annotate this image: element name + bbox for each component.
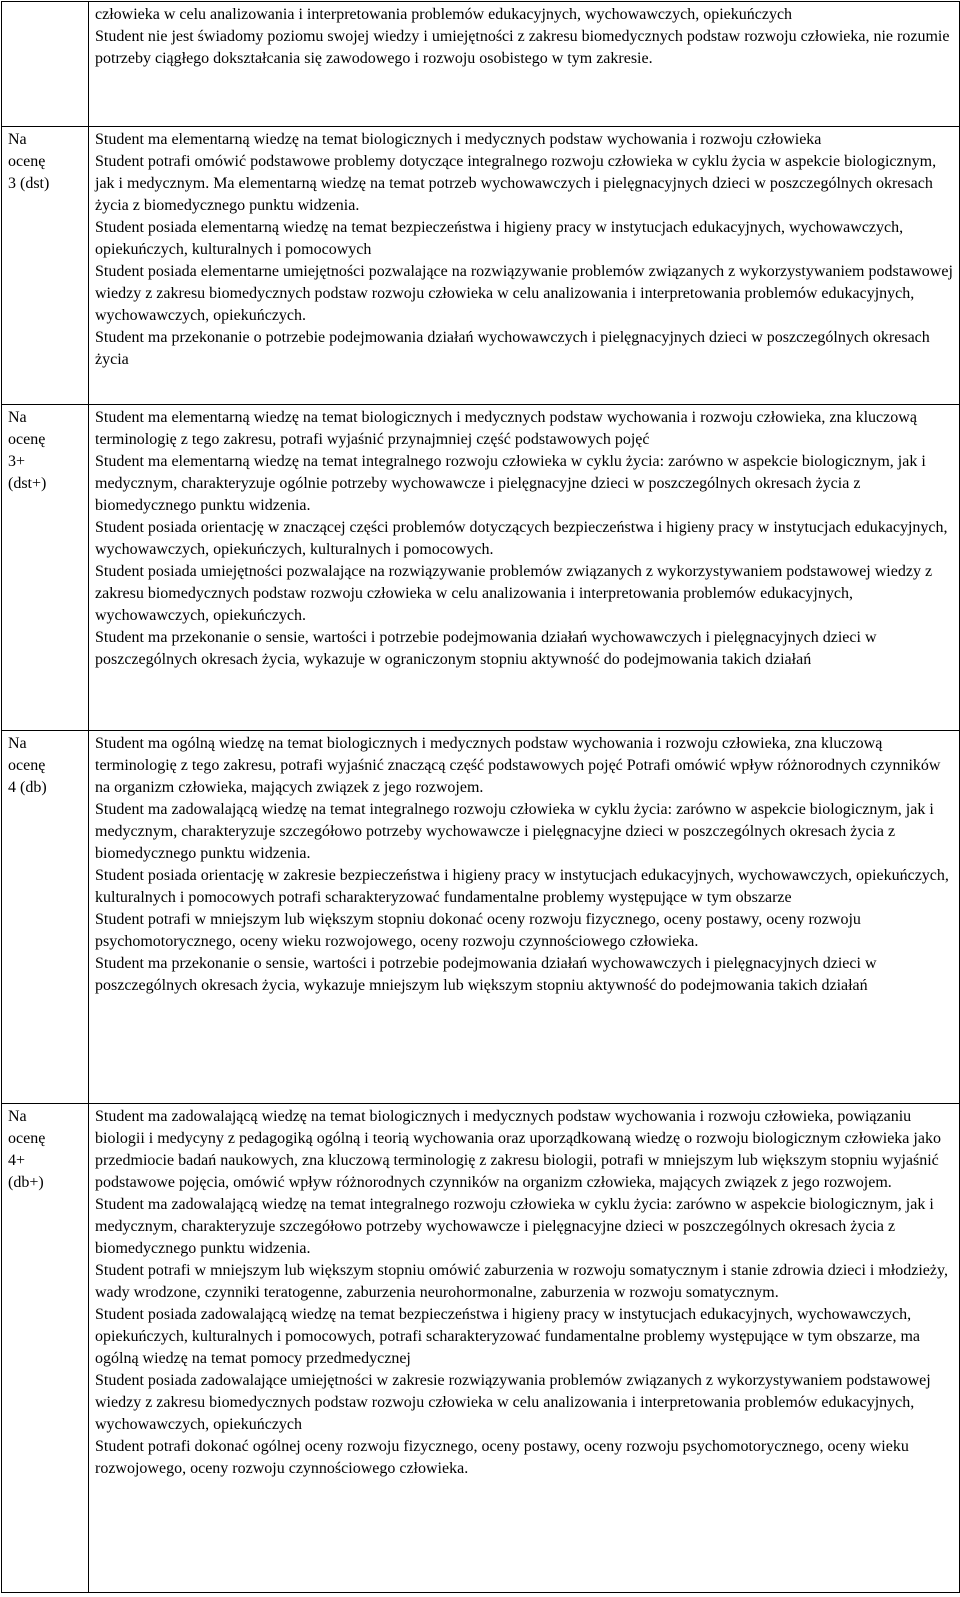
criteria-text: Student posiada elementarną wiedzę na temat bezpieczeństwa i higieny pracy w instytucjach edukacyjnych, wychowawczych, opiekuńczych, kulturalnych i pomocowych [95,219,904,258]
criteria-cell [89,2,960,127]
table-row [2,405,960,731]
grade-label-line: ocenę [8,153,46,170]
grade-label-line: ocenę [8,757,46,774]
criteria-text: Student posiada zadowalające umiejętności w zakresie rozwiązywania problemów związanych z wykorzystywaniem podstawowej wiedzy z zakresu biomedycznych podstaw rozwoju człowieka w celu analizowania i interpretowania problemów edukacyjnych, wychowawczych, opiekuńczych [95,1372,931,1433]
criteria-text: Student ma zadowalającą wiedzę na temat biologicznych i medycznych podstaw wychowania i rozwoju człowieka, powiązaniu biologii i medycyny z pedagogiką ogólną i teorią wychowania oraz uporządkowaną wiedzę o rozwoju biologicznym człowieka jako przedmiocie badań naukowych, zna kluczową terminologię z zakresu biologii, potrafi w mniejszym lub większym stopniu wyjaśnić podstawowe pojęcia, omówić wpływ różnorodnych czynników na organizm człowieka, mających związek z jego rozwojem. [95,1108,941,1191]
grade-label-line: ocenę [8,1130,46,1147]
grade-label-line: 4 (db) [8,779,47,796]
criteria-text: Student posiada zadowalającą wiedzę na temat bezpieczeństwa i higieny pracy w instytucjach edukacyjnych, wychowawczych, opiekuńczych, kulturalnych i pomocowych, potrafi scharakteryzować fundamentalne problemy występujące w tym obszarze, ma ogólną wiedzę na temat pomocy przedmedycznej [95,1306,921,1367]
grading-criteria-table [1,1,960,1593]
table-row [2,731,960,1104]
criteria-text: człowieka w celu analizowania i interpretowania problemów edukacyjnych, wychowawczych, opiekuńczych [95,6,793,23]
criteria-cell [89,127,960,405]
criteria-text: Student nie jest świadomy poziomu swojej wiedzy i umiejętności z zakresu biomedycznych podstaw rozwoju człowieka, nie rozumie potrzeby ciągłego dokształcania się zawodowego i rozwoju osobistego w tym zakresie. [95,28,950,67]
criteria-text: Student posiada orientację w zakresie bezpieczeństwa i higieny pracy w instytucjach edukacyjnych, wychowawczych, opiekuńczych, kulturalnych i pomocowych potrafi scharakteryzować fundamentalne problemy występujące w tym obszarze [95,867,949,906]
grade-label-line: (db+) [8,1174,44,1191]
criteria-text: Student potrafi omówić podstawowe problemy dotyczące integralnego rozwoju człowieka w cyklu życia w aspekcie biologicznym, jak i medycznym. Ma elementarną wiedzę na temat potrzeb wychowawczych i pielęgnacyjnych dzieci w poszczególnych okresach życia z biomedycznego punktu widzenia. [95,153,937,214]
criteria-text: Student ma zadowalającą wiedzę na temat integralnego rozwoju człowieka w cyklu życia: zarówno w aspekcie biologicznym, jak i medycznym, charakteryzuje szczegółowo potrzeby wychowawcze i pielęgnacyjne dzieci w poszczególnych okresach życia z biomedycznego punktu widzenia. [95,801,934,862]
grade-label-cell [2,1104,89,1593]
grade-label-cell [2,127,89,405]
grade-label-cell [2,2,89,127]
criteria-text: Student potrafi w mniejszym lub większym stopniu dokonać oceny rozwoju fizycznego, oceny postawy, oceny rozwoju psychomotorycznego, oceny wieku rozwojowego, oceny rozwoju czynnościowego człowieka. [95,911,861,950]
grade-label-line: 4+ [8,1152,26,1169]
criteria-text: Student ma zadowalającą wiedzę na temat integralnego rozwoju człowieka w cyklu życia: zarówno w aspekcie biologicznym, jak i medycznym, charakteryzuje szczegółowo potrzeby wychowawcze i pielęgnacyjne dzieci w poszczególnych okresach życia z biomedycznego punktu widzenia. [95,1196,934,1257]
grade-label-cell [2,405,89,731]
criteria-text: Student posiada umiejętności pozwalające na rozwiązywanie problemów związanych z wykorzystywaniem podstawowej wiedzy z zakresu biomedycznych podstaw rozwoju człowieka w celu analizowania i interpretowania problemów edukacyjnych, wychowawczych, opiekuńczych. [95,563,933,624]
criteria-cell [89,1104,960,1593]
grade-label-line: Na [8,409,27,426]
grade-label-line: (dst+) [8,475,47,492]
grade-label-line: Na [8,735,27,752]
criteria-text: Student ma elementarną wiedzę na temat biologicznych i medycznych podstaw wychowania i rozwoju człowieka, zna kluczową terminologię z tego zakresu, potrafi wyjaśnić przynajmniej część podstawowych pojęć [95,409,917,448]
criteria-text: Student ma elementarną wiedzę na temat biologicznych i medycznych podstaw wychowania i rozwoju człowieka [95,131,822,148]
criteria-text: Student posiada elementarne umiejętności pozwalające na rozwiązywanie problemów związanych z wykorzystywaniem podstawowej wiedzy z zakresu biomedycznych podstaw rozwoju człowieka w celu analizowania i interpretowania problemów edukacyjnych, wychowawczych, opiekuńczych. [95,263,953,324]
grade-label-line: Na [8,131,27,148]
criteria-text: Student posiada orientację w znaczącej części problemów dotyczących bezpieczeństwa i higieny pracy w instytucjach edukacyjnych, wychowawczych, opiekuńczych, kulturalnych i pomocowych. [95,519,948,558]
criteria-cell [89,731,960,1104]
criteria-text: Student potrafi dokonać ogólnej oceny rozwoju fizycznego, oceny postawy, oceny rozwoju psychomotorycznego, oceny wieku rozwojowego, oceny rozwoju czynnościowego człowieka. [95,1438,909,1477]
table-row [2,127,960,405]
criteria-text: Student ma elementarną wiedzę na temat integralnego rozwoju człowieka w cyklu życia: zarówno w aspekcie biologicznym, jak i medycznym, charakteryzuje ogólnie potrzeby wychowawcze i pielęgnacyjne dzieci w poszczególnych okresach życia z biomedycznego punktu widzenia. [95,453,926,514]
grade-label-line: 3 (dst) [8,175,50,192]
criteria-text: Student potrafi w mniejszym lub większym stopniu omówić zaburzenia w rozwoju somatycznym i stanie zdrowia dzieci i młodzieży, wady wrodzone, czynniki teratogenne, zaburzenia neurohormonalne, zaburzenia w rozwoju somatycznym. [95,1262,948,1301]
criteria-text: Student ma przekonanie o sensie, wartości i potrzebie podejmowania działań wychowawczych i pielęgnacyjnych dzieci w poszczególnych okresach życia, wykazuje mniejszym lub większym stopniu aktywność do podejmowania takich działań [95,955,877,994]
criteria-text: Student ma ogólną wiedzę na temat biologicznych i medycznych podstaw wychowania i rozwoju człowieka, zna kluczową terminologię z tego zakresu, potrafi wyjaśnić znaczącą część podstawowych pojęć Potrafi omówić wpływ różnorodnych czynników na organizm człowieka, mających związek z jego rozwojem. [95,735,941,796]
criteria-text: Student ma przekonanie o potrzebie podejmowania działań wychowawczych i pielęgnacyjnych dzieci w poszczególnych okresach życia [95,329,930,368]
criteria-cell [89,405,960,731]
grade-label-line: ocenę [8,431,46,448]
grade-label-cell [2,731,89,1104]
table-row [2,2,960,127]
grade-label-line: 3+ [8,453,26,470]
grade-label-line: Na [8,1108,27,1125]
criteria-text: Student ma przekonanie o sensie, wartości i potrzebie podejmowania działań wychowawczych i pielęgnacyjnych dzieci w poszczególnych okresach życia, wykazuje w ograniczonym stopniu aktywność do podejmowania takich działań [95,629,877,668]
table-row [2,1104,960,1593]
